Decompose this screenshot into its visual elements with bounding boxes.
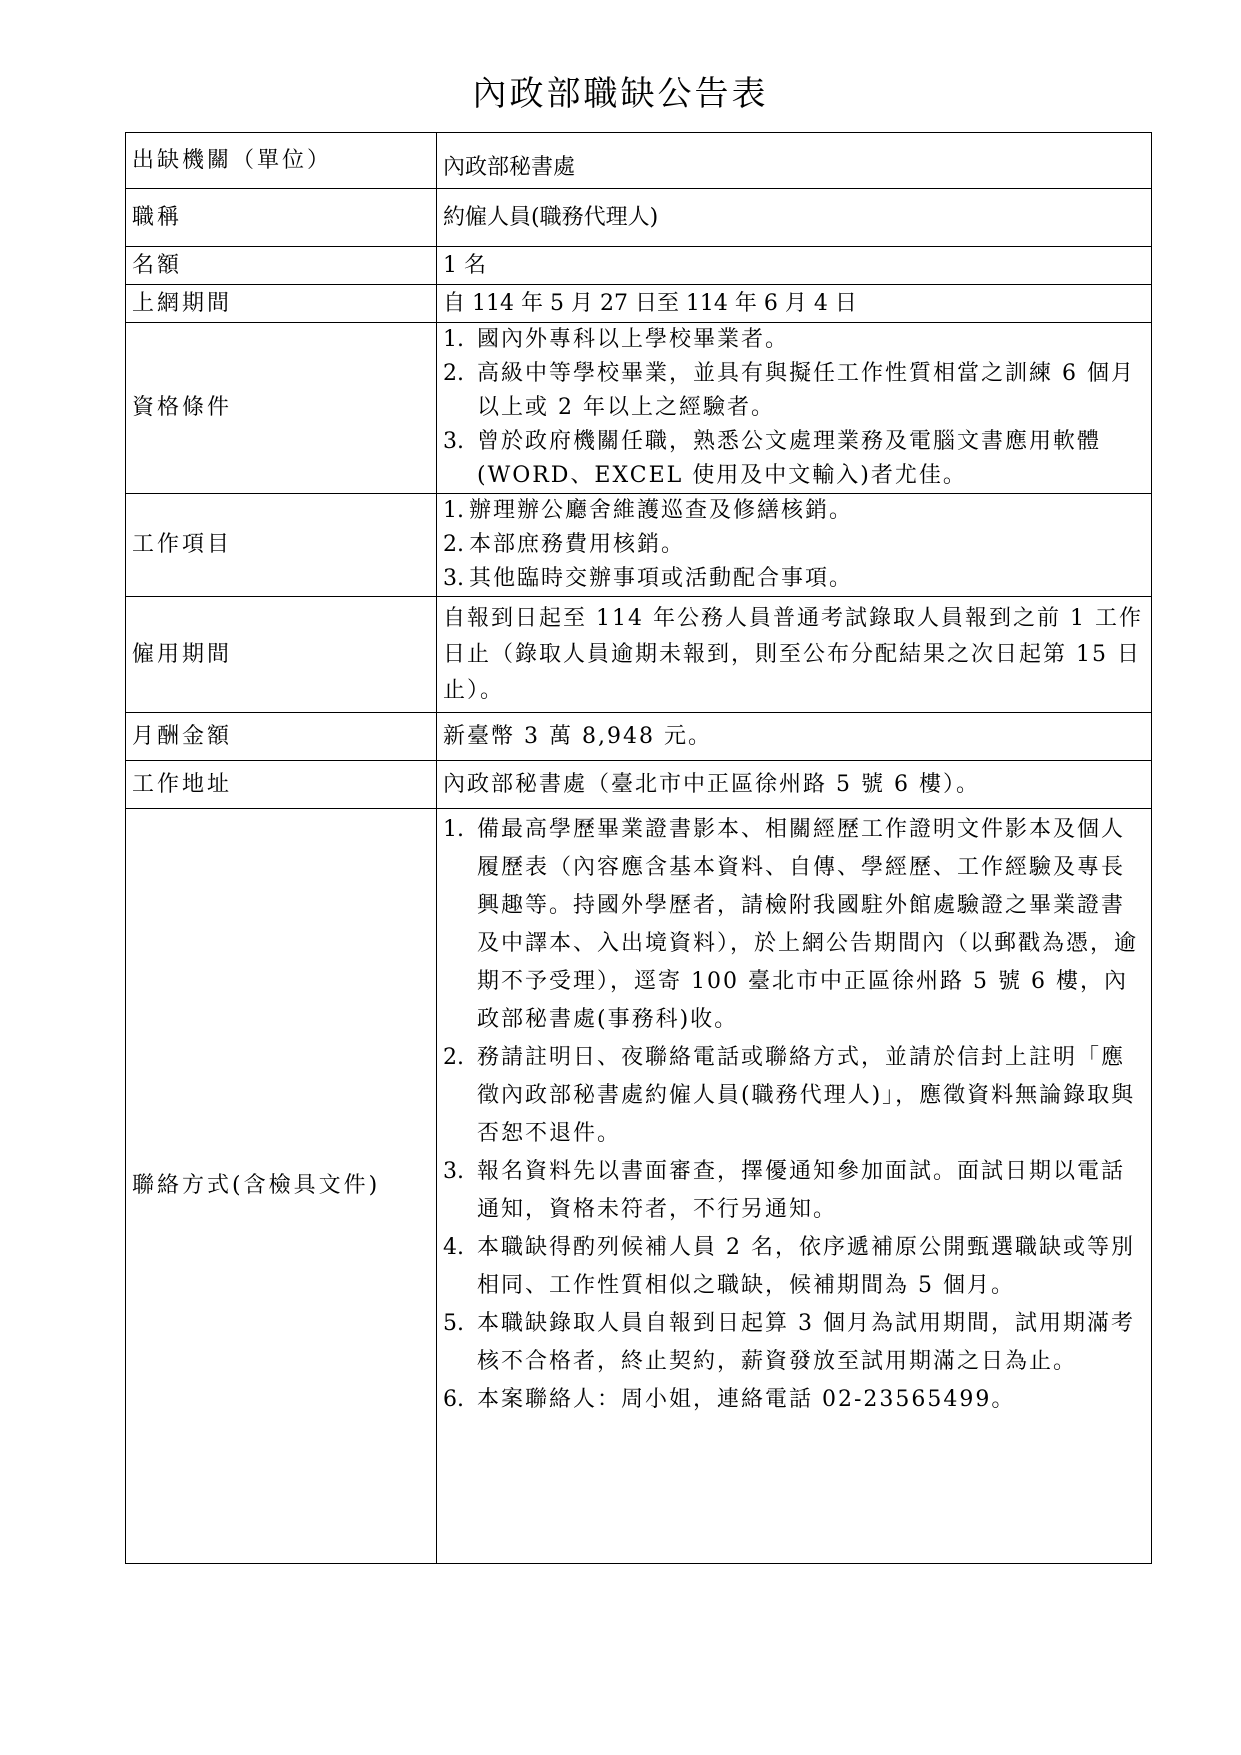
- list-item: [443, 425, 1145, 493]
- list-item: [443, 1381, 1145, 1419]
- contact-list: [443, 811, 1145, 1419]
- label-period: 上網期間: [126, 285, 437, 323]
- row-employment-period: [126, 597, 1152, 713]
- list-item: [443, 562, 1145, 596]
- list-item: [443, 1153, 1145, 1229]
- list-item-number: 3.: [443, 566, 464, 591]
- value-contact: [437, 809, 1152, 1564]
- row-qualifications: [126, 323, 1152, 494]
- list-item-text: 本案聯絡人：周小姐，連絡電話 02-23565499。: [477, 1387, 1016, 1412]
- label-qualifications: 資格條件: [126, 323, 437, 494]
- list-item-text: 本部庶務費用核銷。: [469, 532, 686, 557]
- job-notice-table: [125, 132, 1152, 1564]
- list-item: [443, 528, 1145, 562]
- value-duties: [437, 494, 1152, 597]
- value-address: 內政部秘書處（臺北市中正區徐州路 5 號 6 樓）。: [437, 761, 1152, 809]
- label-salary: 月酬金額: [126, 713, 437, 761]
- list-item: [443, 811, 1145, 1039]
- list-item-number: 6.: [443, 1387, 464, 1412]
- label-quota: 名額: [126, 247, 437, 285]
- list-item-number: 4.: [443, 1235, 464, 1260]
- duties-list: [443, 494, 1145, 596]
- list-item: [443, 1305, 1145, 1381]
- list-item-text: 辦理辦公廳舍維護巡查及修繕核銷。: [469, 498, 854, 523]
- list-item-text: 高級中等學校畢業，並具有與擬任工作性質相當之訓練 6 個月以上或 2 年以上之經驗者。: [477, 361, 1135, 420]
- row-position: [126, 189, 1152, 247]
- list-item: [443, 494, 1145, 528]
- value-period: 自 114 年 5 月 27 日至 114 年 6 月 4 日: [437, 285, 1152, 323]
- list-item: [443, 357, 1145, 425]
- value-quota: 1 名: [437, 247, 1152, 285]
- list-item-number: 5.: [443, 1311, 464, 1336]
- list-item: [443, 1039, 1145, 1153]
- row-contact: [126, 809, 1152, 1564]
- row-salary: [126, 713, 1152, 761]
- list-item-text: 務請註明日、夜聯絡電話或聯絡方式，並請於信封上註明「應徵內政部秘書處約僱人員(職務代理人)」，應徵資料無論錄取與否恕不退件。: [477, 1045, 1136, 1146]
- value-unit: 內政部秘書處: [437, 133, 1152, 189]
- list-item-number: 2.: [443, 1045, 464, 1070]
- row-address: [126, 761, 1152, 809]
- value-employment-period: 自報到日起至 114 年公務人員普通考試錄取人員報到之前 1 工作日止（錄取人員逾期未報到，則至公布分配結果之次日起第 15 日止）。: [437, 597, 1152, 713]
- list-item-number: 1.: [443, 817, 464, 842]
- label-duties: 工作項目: [126, 494, 437, 597]
- value-qualifications: [437, 323, 1152, 494]
- value-salary: 新臺幣 3 萬 8,948 元。: [437, 713, 1152, 761]
- list-item-number: 1.: [443, 327, 464, 352]
- list-item-number: 2.: [443, 361, 464, 386]
- label-employment-period: 僱用期間: [126, 597, 437, 713]
- list-item-number: 2.: [443, 532, 464, 557]
- list-item-text: 國內外專科以上學校畢業者。: [477, 327, 790, 352]
- label-contact: 聯絡方式(含檢具文件): [126, 809, 437, 1564]
- list-item-number: 3.: [443, 429, 464, 454]
- value-position: 約僱人員(職務代理人): [437, 189, 1152, 247]
- list-item-number: 1.: [443, 498, 464, 523]
- list-item-text: 曾於政府機關任職，熟悉公文處理業務及電腦文書應用軟體(WORD、EXCEL 使用及中文輸入)者尤佳。: [477, 429, 1102, 488]
- row-quota: [126, 247, 1152, 285]
- list-item-text: 備最高學歷畢業證書影本、相關經歷工作證明文件影本及個人履歷表（內容應含基本資料、自傳、學經歷、工作經驗及專長興趣等。持國外學歷者，請檢附我國駐外館處驗證之畢業證書及中譯本、入出境資料），於上網公告期間內（以郵戳為憑，逾期不予受理），逕寄 100 臺北市中正區徐州路 5 號 6 樓，內政部秘書處(事務科)收。: [477, 817, 1139, 1032]
- row-period: [126, 285, 1152, 323]
- list-item-text: 本職缺得酌列候補人員 2 名，依序遞補原公開甄選職缺或等別相同、工作性質相似之職缺，候補期間為 5 個月。: [477, 1235, 1135, 1298]
- qualifications-list: [443, 323, 1145, 493]
- page-title: 內政部職缺公告表: [472, 74, 769, 114]
- list-item-text: 報名資料先以書面審查，擇優通知參加面試。面試日期以電話通知，資格未符者，不行另通知。: [477, 1159, 1126, 1222]
- label-position: 職稱: [126, 189, 437, 247]
- row-duties: [126, 494, 1152, 597]
- list-item-text: 其他臨時交辦事項或活動配合事項。: [469, 566, 854, 591]
- list-item: [443, 323, 1145, 357]
- list-item: [443, 1229, 1145, 1305]
- list-item-text: 本職缺錄取人員自報到日起算 3 個月為試用期間，試用期滿考核不合格者，終止契約，薪資發放至試用期滿之日為止。: [477, 1311, 1135, 1374]
- label-unit: 出缺機關（單位）: [126, 133, 437, 189]
- row-unit: [126, 133, 1152, 189]
- label-address: 工作地址: [126, 761, 437, 809]
- list-item-number: 3.: [443, 1159, 464, 1184]
